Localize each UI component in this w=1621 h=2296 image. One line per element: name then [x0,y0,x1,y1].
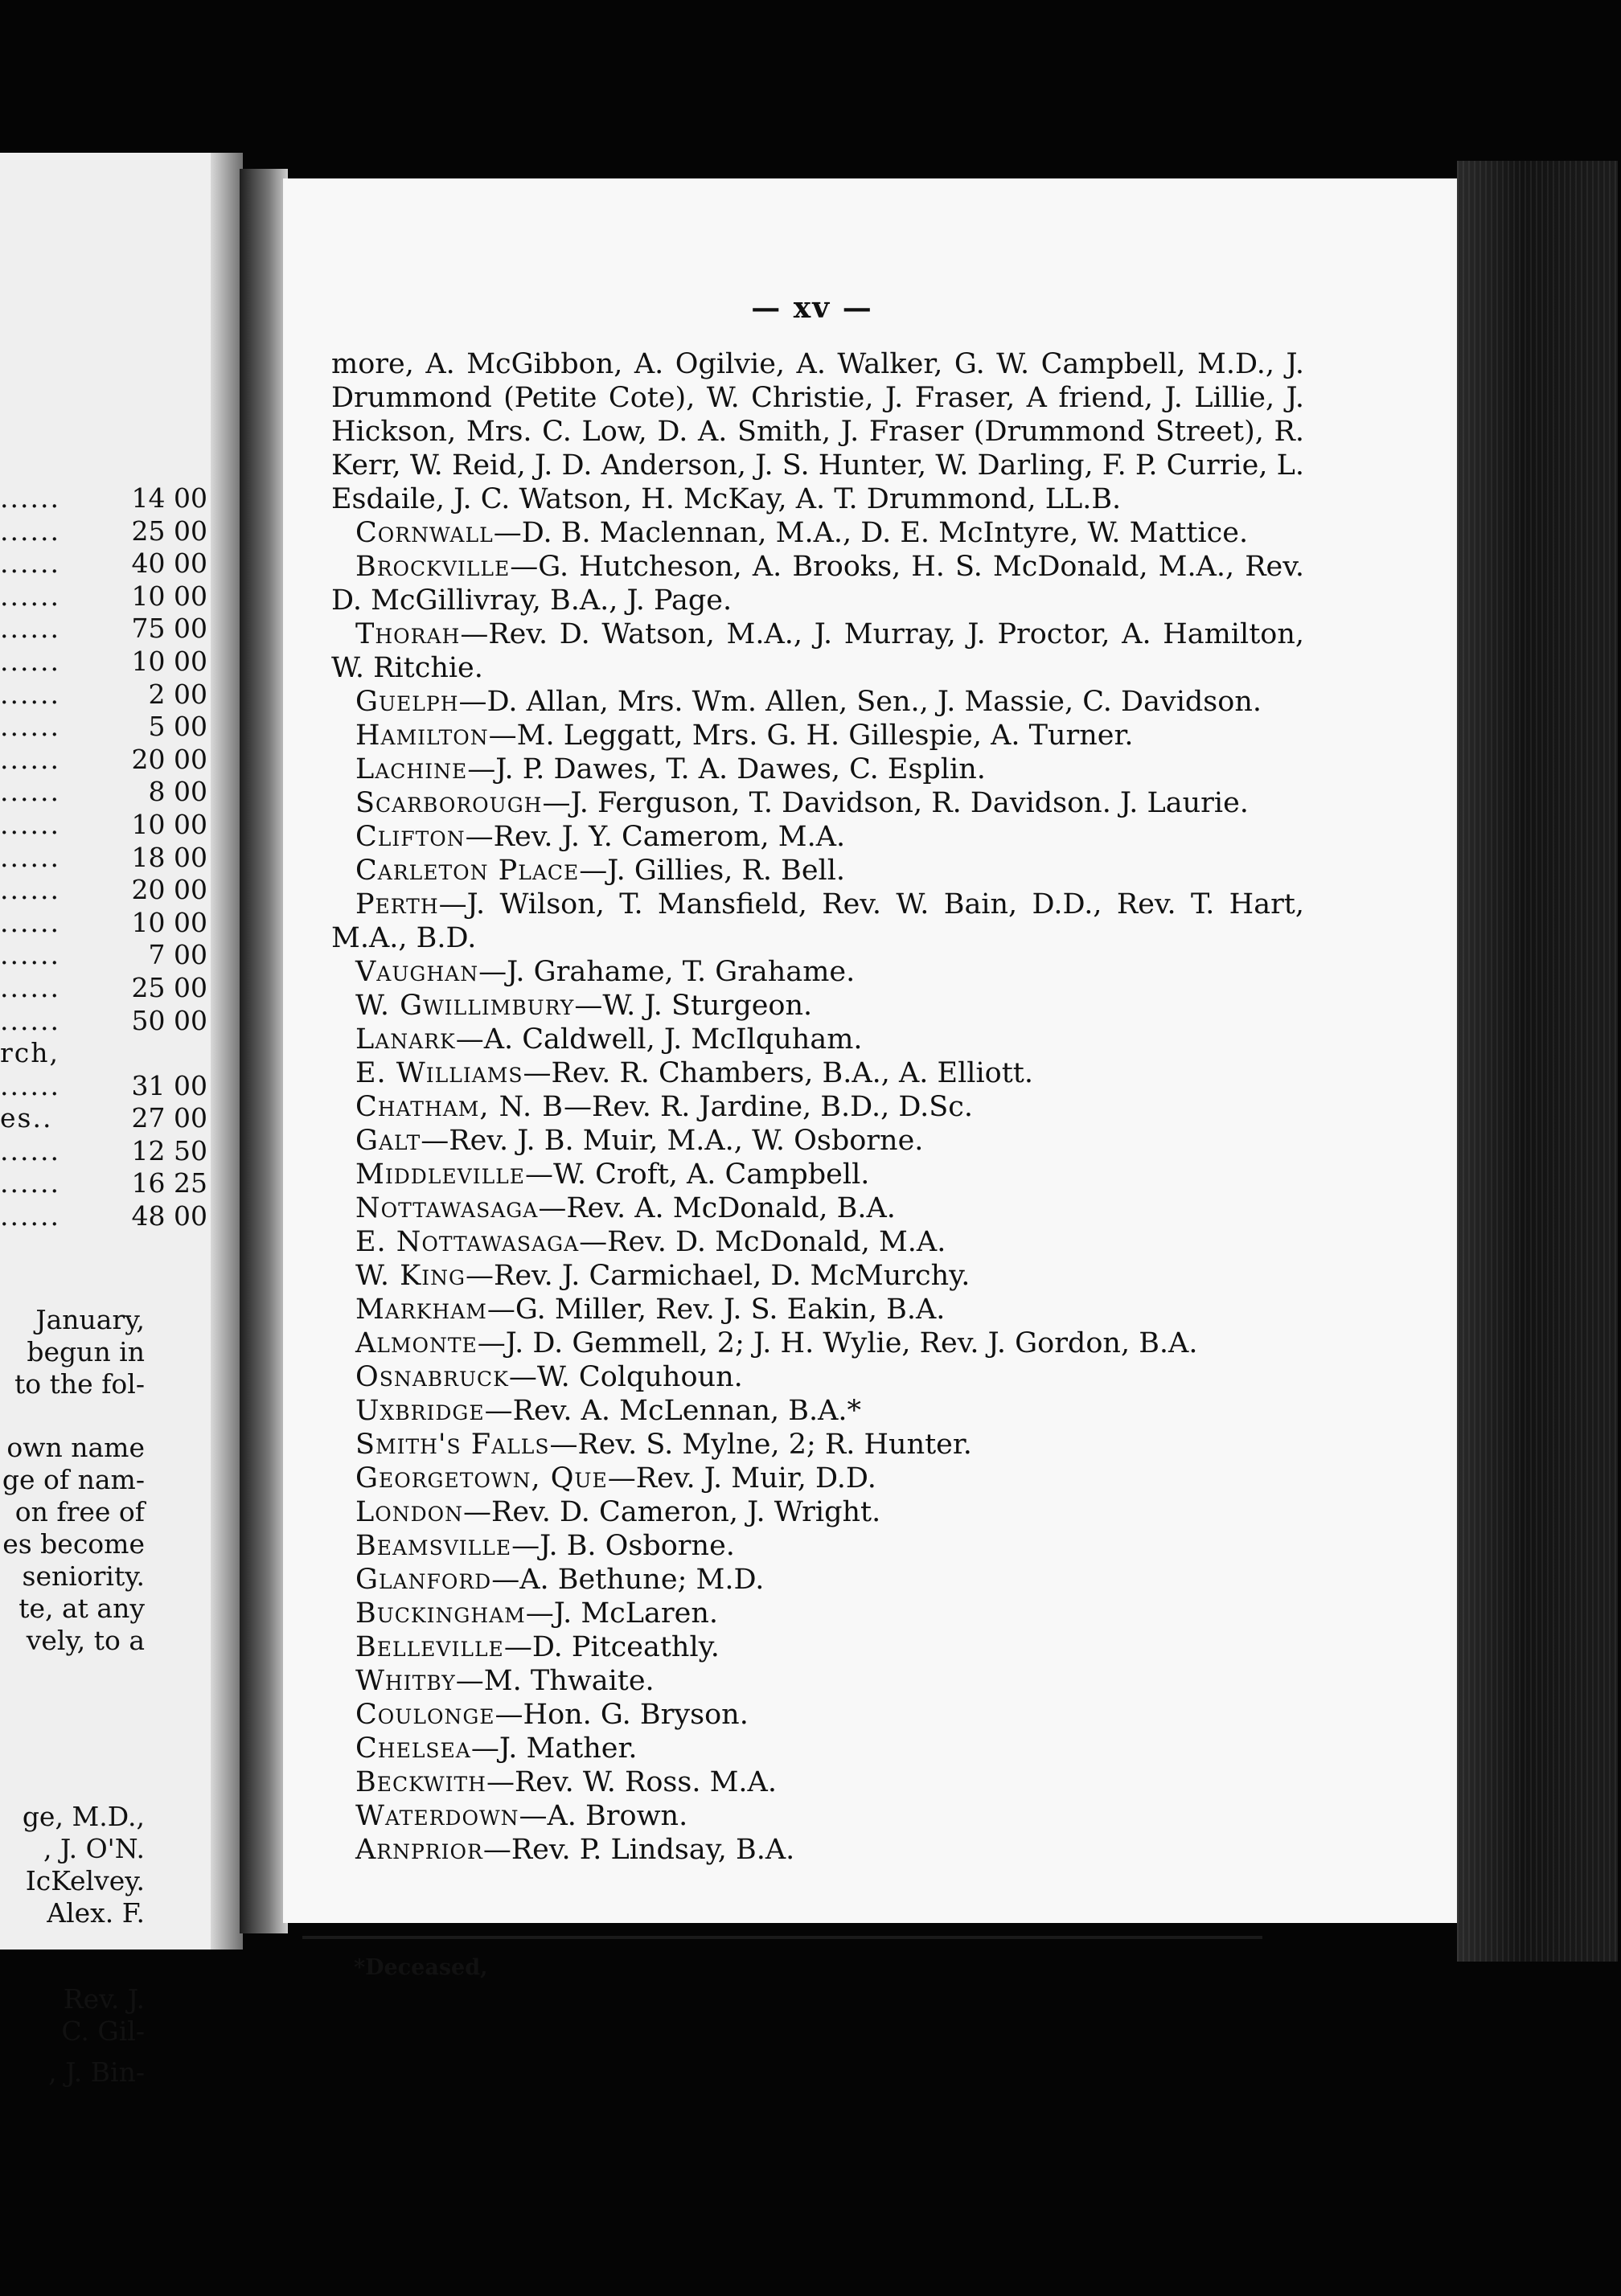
subscriber-names: Rev. R. Chambers, B.A., A. Elliott. [551,1057,1033,1089]
amount-value: 25 00 [131,515,207,547]
entry-dash: — [463,1496,492,1528]
place-name: Belleville [355,1631,504,1663]
subscriber-entry [331,1698,1304,1732]
subscriber-names: W. Colquhoun. [536,1361,743,1393]
entry-dash: — [421,1125,449,1157]
entry-dash: — [458,686,487,718]
left-page [0,153,240,2088]
place-name: Beamsville [355,1530,512,1562]
entry-dash: — [523,1057,552,1089]
entry-dash: — [486,1766,515,1798]
left-fragment-line: te, at any [18,1593,145,1624]
left-fragment-line: , J. Bin- [48,2056,145,2088]
amount-row [0,842,207,875]
subscriber-names: G. Hutcheson, A. Brooks, H. S. McDonald, M.A., Rev. D. McGillivray, B.A., J. Page. [331,551,1304,617]
amount-value: 20 00 [131,743,207,775]
left-fragments-5 [0,2056,145,2089]
left-fragment-line: on free of [14,1496,145,1527]
amount-row [0,1102,207,1135]
amount-label: ...... [0,874,60,906]
subscriber-names: J. Mather. [499,1732,638,1765]
amount-row [0,744,207,777]
subscriber-names: Rev. W. Ross. M.A. [514,1766,777,1798]
place-name: Hamilton [355,720,489,752]
place-name: Chelsea [355,1732,471,1765]
subscriber-names: Rev. D. Watson, M.A., J. Murray, J. Proctor, A. Hamilton, W. Ritchie. [331,618,1304,684]
subscriber-names: Rev. J. Muir, D.D. [635,1462,876,1494]
left-fragments-3 [0,1801,145,1929]
entry-dash: — [579,855,608,887]
entry-dash: — [455,1665,484,1697]
left-fragments-2 [0,1432,145,1657]
amount-value: 8 00 [148,776,207,808]
amount-label: ...... [0,1004,60,1036]
amount-value: 48 00 [131,1200,207,1232]
subscriber-entry [331,1799,1304,1833]
amount-row [0,1037,207,1070]
subscriber-names: A. Brown. [547,1800,688,1832]
left-fragment-line: January, [35,1304,145,1335]
entry-dash: — [574,990,603,1022]
entry-dash: — [455,1023,484,1056]
amount-label: ...... [0,841,60,873]
subscriber-names: Rev. J. Y. Camerom, M.A. [493,821,846,853]
left-fragment-line: own name [6,1432,145,1463]
place-name: Perth [355,888,439,920]
left-fragment-line: ge, M.D., [22,1801,145,1832]
amount-row [0,515,207,548]
subscriber-entry [331,820,1304,854]
subscriber-entry [331,1090,1304,1124]
place-name: Carleton Place [355,855,580,887]
amount-label: ...... [0,580,60,612]
amount-label: ...... [0,776,60,808]
amount-label: ...... [0,939,60,971]
amount-row [0,711,207,744]
amount-value: 10 00 [131,808,207,840]
left-fragments-1 [0,1304,145,1400]
place-name: Beckwith [355,1766,486,1798]
place-name: E. Williams [355,1057,523,1089]
subscriber-names: W. J. Sturgeon. [602,990,813,1022]
subscriber-entry [331,1293,1304,1326]
amount-value: 25 00 [131,971,207,1003]
subscriber-names: J. Ferguson, T. Davidson, R. Davidson. J. Laurie. [570,787,1249,819]
subscriber-entry [331,786,1304,820]
subscriber-names: A. Bethune; M.D. [519,1564,765,1596]
place-name: Clifton [355,821,466,853]
subscriber-names: J. Grahame, T. Grahame. [507,956,856,988]
amount-row [0,809,207,842]
subscriber-names: Rev. R. Jardine, B.D., D.Sc. [592,1091,973,1123]
entry-dash: — [482,1834,511,1866]
amount-label: ...... [0,1200,60,1232]
entry-dash: — [493,517,522,549]
place-name: Coulonge [355,1699,495,1731]
subscriber-entry [331,617,1304,685]
entry-dash: — [510,551,539,583]
amount-label: ...... [0,743,60,775]
intro-paragraph: more, A. McGibbon, A. Ogilvie, A. Walker, G. W. Campbell, M.D., J. Drummond (Petite Cote), W. Christie, J. Fraser, A friend, J. Lillie, J. Hickson, Mrs. C. Low, D. A. Smith, J. Fraser (Drummond Street), R. Kerr, W. Reid, J. D. Anderson, J. S. Hunter, W. Darling, F. P. Currie, L. Esdaile, J. C. Watson, H. McKay, A. T. Drummond, LL.B. [331,348,1304,515]
entry-dash: — [488,720,517,752]
amount-label: rch, [0,1037,60,1069]
place-name: Lachine [355,753,468,785]
amount-row [0,907,207,940]
place-name: Markham [355,1294,487,1326]
entry-dash: — [542,787,571,819]
subscriber-names: D. B. Maclennan, M.A., D. E. McIntyre, W. Mattice. [521,517,1249,549]
place-name: Brockville [355,551,511,583]
place-name: Glanford [355,1564,492,1596]
subscriber-entry [331,1630,1304,1664]
subscriber-entry [331,1326,1304,1360]
amount-value: 75 00 [131,613,207,645]
subscriber-entry [331,685,1304,719]
place-name: Arnprior [355,1834,483,1866]
left-fragment-line: seniority. [22,1560,145,1592]
place-name: Lanark [355,1023,456,1056]
amount-value: 7 00 [148,939,207,971]
subscriber-entry [331,989,1304,1023]
amount-value [201,1037,207,1070]
entry-dash: — [438,888,467,920]
amount-label: ...... [0,711,60,743]
entry-dash: — [467,753,496,785]
amount-row [0,1167,207,1200]
entry-dash: — [607,1462,636,1494]
left-fragment-line: Alex. F. [47,1897,145,1929]
amount-value: 27 00 [131,1102,207,1134]
amount-label: ...... [0,678,60,710]
amount-row [0,939,207,972]
subscriber-entry [331,1124,1304,1158]
entry-dash: — [478,956,507,988]
amount-label: ...... [0,613,60,645]
subscriber-names: M. Leggatt, Mrs. G. H. Gillespie, A. Turner. [516,720,1134,752]
subscriber-entry [331,1394,1304,1428]
entry-dash: — [525,1158,554,1191]
amount-row [0,1005,207,1038]
subscriber-entry [331,1225,1304,1259]
subscriber-entry [331,888,1304,955]
place-name: Scarborough [355,787,543,819]
place-name: Georgetown, Que [355,1462,608,1494]
footnote-rule [302,1936,1262,1939]
subscriber-names: Rev. D. McDonald, M.A. [607,1226,946,1258]
subscriber-names: D. Pitceathly. [531,1631,720,1663]
footnote: *Deceased, [354,1955,488,1980]
entry-dash: — [470,1732,499,1765]
entry-dash: — [495,1699,523,1731]
subscriber-names: Rev. D. Cameron, J. Wright. [491,1496,881,1528]
subscriber-entry [331,1056,1304,1090]
left-fragment-line: Rev. J. [63,1983,145,2015]
subscriber-names: Rev. A. McDonald, B.A. [566,1192,896,1224]
amount-row [0,1135,207,1168]
entry-dash: — [465,821,494,853]
amount-row [0,646,207,679]
subscriber-entry [331,1428,1304,1462]
subscriber-names: Rev. P. Lindsay, B.A. [511,1834,795,1866]
place-name: Galt [355,1125,421,1157]
subscriber-entry [331,516,1304,550]
left-gutter [211,153,243,1950]
place-name: E. Nottawasaga [355,1226,580,1258]
subscriber-names: J. P. Dawes, T. A. Dawes, C. Esplin. [495,753,986,785]
place-name: Chatham, N. B [355,1091,564,1123]
left-fragment-line: IcKelvey. [25,1865,145,1896]
amounts-column [0,482,207,1233]
subscriber-names: Hon. G. Bryson. [523,1699,749,1731]
amount-row [0,972,207,1005]
entry-dash: — [503,1631,532,1663]
subscriber-entry [331,854,1304,888]
place-name: Middleville [355,1158,526,1191]
subscriber-entry [331,1563,1304,1597]
entry-dash: — [508,1361,537,1393]
subscriber-entry [331,1191,1304,1225]
amount-value: 40 00 [131,547,207,580]
subscriber-entry [331,955,1304,989]
subscriber-names: D. Allan, Mrs. Wm. Allen, Sen., J. Massie, C. Davidson. [486,686,1262,718]
amount-value: 10 00 [131,645,207,677]
amount-row [0,547,207,580]
subscriber-names: W. Croft, A. Campbell. [553,1158,870,1191]
amount-value: 10 00 [131,906,207,938]
subscriber-names: J. B. Osborne. [540,1530,735,1562]
amount-row [0,580,207,613]
place-name: Waterdown [355,1800,519,1832]
amount-label: ...... [0,1167,60,1199]
place-name: Vaughan [355,956,479,988]
amount-label: ...... [0,971,60,1003]
amount-label: ...... [0,1134,60,1166]
place-name: Almonte [355,1327,478,1359]
left-fragment-line: es become [2,1528,145,1560]
amount-value: 5 00 [148,711,207,743]
subscriber-names: J. McLaren. [553,1597,719,1630]
place-name: London [355,1496,464,1528]
amount-value: 12 50 [131,1134,207,1166]
amount-row [0,679,207,711]
entry-dash: — [460,618,489,650]
entry-dash: — [525,1597,554,1630]
subscriber-entry [331,1259,1304,1293]
subscriber-list [331,347,1304,1867]
left-fragment-line: vely, to a [26,1625,145,1656]
place-name: Smith's Falls [355,1429,550,1461]
amount-label: ...... [0,547,60,580]
place-name: Cornwall [355,517,494,549]
entry-dash: — [477,1327,506,1359]
entry-dash: — [486,1294,515,1326]
subscriber-names: Rev. J. B. Muir, M.A., W. Osborne. [449,1125,924,1157]
book-spine [240,169,288,1933]
subscriber-entry [331,1529,1304,1563]
place-name: Guelph [355,686,459,718]
place-name: W. Gwillimbury [355,990,575,1022]
amount-label: es.. [0,1102,53,1134]
amount-label: ...... [0,482,60,514]
place-name: Thorah [355,618,461,650]
left-fragment-line: ge of nam- [2,1464,145,1495]
subscriber-names: J. D. Gemmell, 2; J. H. Wylie, Rev. J. Gordon, B.A. [505,1327,1198,1359]
entry-dash: — [465,1260,494,1292]
amount-label: ...... [0,808,60,840]
subscriber-entry [331,1495,1304,1529]
entry-dash: — [511,1530,540,1562]
place-name: Osnabruck [355,1361,509,1393]
entry-dash: — [491,1564,520,1596]
subscriber-entry [331,752,1304,786]
subscriber-names: G. Miller, Rev. J. S. Eakin, B.A. [515,1294,946,1326]
subscriber-entry [331,1360,1304,1394]
subscriber-entry [331,1597,1304,1630]
amount-label: ...... [0,906,60,938]
amount-value: 20 00 [131,874,207,906]
amount-value: 14 00 [131,482,207,514]
subscriber-entry [331,719,1304,752]
subscriber-names: Rev. S. Mylne, 2; R. Hunter. [577,1429,972,1461]
subscriber-entry [331,1664,1304,1698]
amount-label: ...... [0,515,60,547]
amount-value: 2 00 [148,678,207,710]
place-name: Buckingham [355,1597,526,1630]
subscriber-names: J. Wilson, T. Mansfield, Rev. W. Bain, D.D., Rev. T. Hart, M.A., B.D. [331,888,1304,954]
entry-dash: — [484,1395,513,1427]
subscriber-entry [331,1732,1304,1765]
entry-dash: — [549,1429,578,1461]
amount-row [0,613,207,646]
subscriber-entry [331,1023,1304,1056]
amount-label: ...... [0,1069,60,1101]
left-fragment-line: C. Gil- [61,2015,145,2047]
left-fragment-line: , J. O'N. [43,1833,145,1864]
place-name: Uxbridge [355,1395,485,1427]
entry-dash: — [538,1192,567,1224]
amount-row [0,1200,207,1233]
amount-row [0,776,207,809]
subscriber-entry [331,550,1304,617]
left-fragment-line: to the fol- [14,1368,145,1400]
subscriber-entry [331,1462,1304,1495]
entry-dash: — [564,1091,593,1123]
amount-row [0,482,207,515]
place-name: W. King [355,1260,466,1292]
place-name: Nottawasaga [355,1192,539,1224]
subscriber-entry [331,1158,1304,1191]
subscriber-entry [331,1765,1304,1799]
amount-value: 18 00 [131,841,207,873]
left-fragments-4 [0,1983,145,2048]
subscriber-names: Rev. J. Carmichael, D. McMurchy. [493,1260,971,1292]
amount-label: ...... [0,645,60,677]
amount-row [0,874,207,907]
place-name: Whitby [355,1665,456,1697]
subscriber-names: A. Caldwell, J. McIlquham. [483,1023,863,1056]
amount-row [0,1070,207,1103]
entry-dash: — [519,1800,548,1832]
amount-value: 50 00 [131,1004,207,1036]
subscriber-names: J. Gillies, R. Bell. [607,855,846,887]
subscriber-names: Rev. A. McLennan, B.A.* [512,1395,861,1427]
subscriber-entry [331,1833,1304,1867]
amount-value: 16 25 [131,1167,207,1199]
subscriber-names: M. Thwaite. [483,1665,655,1697]
page-number: — xv — [751,291,873,325]
entry-dash: — [579,1226,608,1258]
left-fragment-line: begun in [27,1336,145,1367]
page-edges-texture [1457,161,1618,1962]
amount-value: 31 00 [131,1069,207,1101]
amount-value: 10 00 [131,580,207,612]
